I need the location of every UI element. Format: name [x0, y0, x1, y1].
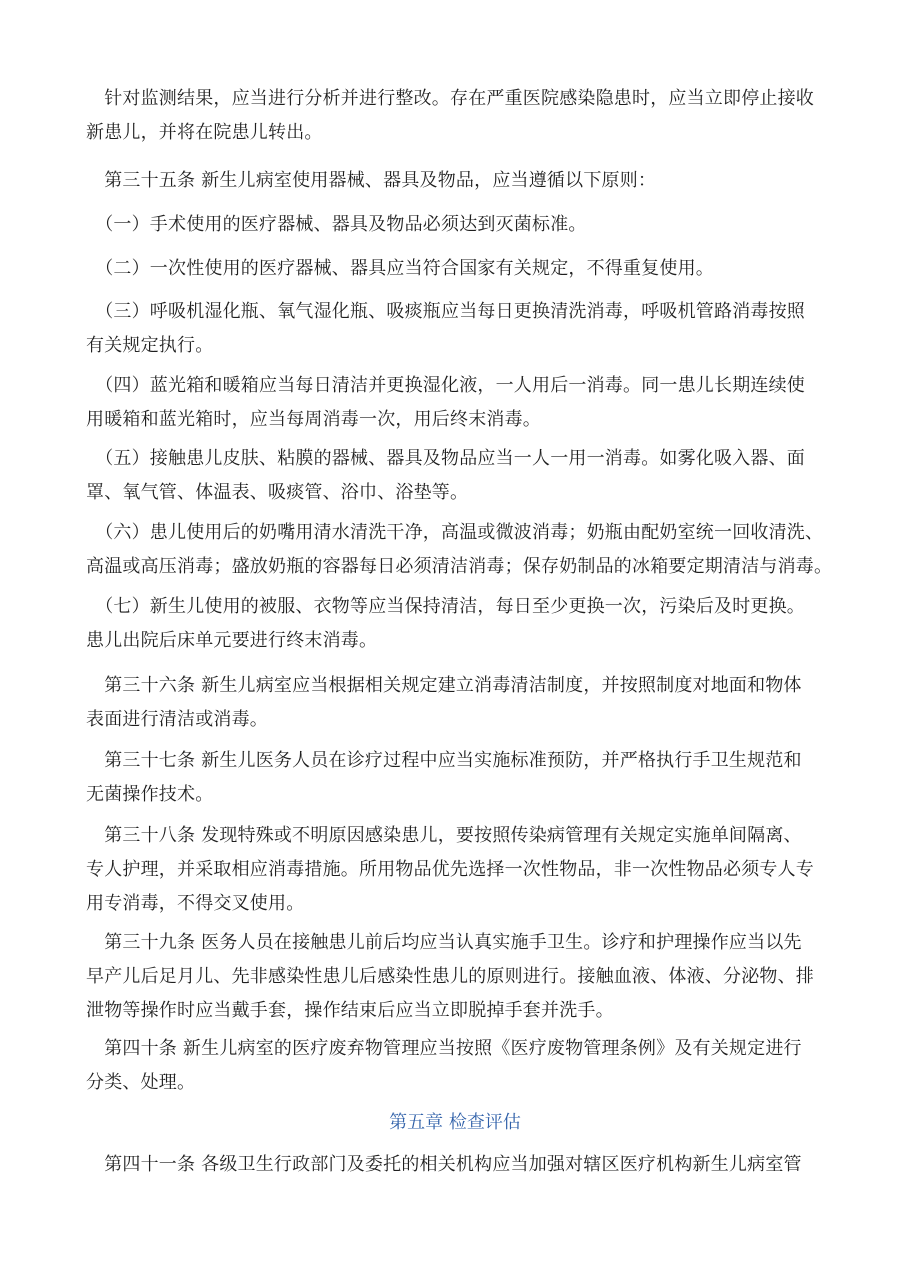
text-line: 专人护理，并采取相应消毒措施。所用物品优先选择一次性物品，非一次性物品必须专人专 [86, 859, 814, 880]
text-line: 针对监测结果，应当进行分析并进行整改。存在严重医院感染隐患时，应当立即停止接收 [86, 88, 814, 109]
paragraph-article-38 [86, 819, 836, 921]
text-line: 新患儿，并将在院患儿转出。 [86, 122, 323, 143]
paragraph-article-37 [86, 744, 836, 812]
chapter-heading: 第五章 检查评估 [389, 1112, 521, 1133]
text-line: 第四十一条 各级卫生行政部门及委托的相关机构应当加强对辖区医疗机构新生儿病室管 [86, 1154, 802, 1175]
paragraph-article-36 [86, 669, 836, 737]
text-line: （二）一次性使用的医疗器械、器具应当符合国家有关规定，不得重复使用。 [86, 258, 714, 279]
text-line: 第三十七条 新生儿医务人员在诊疗过程中应当实施标准预防，并严格执行手卫生规范和 [86, 750, 802, 771]
text-line: 用暖箱和蓝光箱时，应当每周消毒一次，用后终末消毒。 [86, 409, 541, 430]
paragraph-article-40 [86, 1032, 836, 1100]
text-line: （一）手术使用的医疗器械、器具及物品必须达到灭菌标准。 [86, 214, 587, 235]
text-line: （三）呼吸机湿化瓶、氧气湿化瓶、吸痰瓶应当每日更换清洗消毒，呼吸机管路消毒按照 [86, 301, 805, 322]
paragraph-article-41 [86, 1148, 836, 1182]
text-line: （六）患儿使用后的奶嘴用清水清洗干净，高温或微波消毒；奶瓶由配奶室统一回收清洗、 [86, 522, 824, 543]
text-line: （七）新生儿使用的被服、衣物等应当保持清洁，每日至少更换一次，污染后及时更换。 [86, 596, 805, 617]
paragraph-item-3 [86, 295, 836, 363]
text-line: 罩、氧气管、体温表、吸痰管、浴巾、浴垫等。 [86, 482, 469, 503]
text-line: （五）接触患儿皮肤、粘膜的器械、器具及物品应当一人一用一消毒。如雾化吸入器、面 [86, 448, 805, 469]
text-line: 第三十六条 新生儿病室应当根据相关规定建立消毒清洁制度，并按照制度对地面和物体 [86, 675, 802, 696]
text-line: 表面进行清洁或消毒。 [86, 709, 268, 730]
paragraph-item-6 [86, 516, 836, 584]
paragraph-item-7 [86, 590, 836, 658]
paragraph-item-4 [86, 369, 836, 437]
text-line: 患儿出院后床单元要进行终末消毒。 [86, 630, 378, 651]
text-line: 第三十九条 医务人员在接触患儿前后均应当认真实施手卫生。诊疗和护理操作应当以先 [86, 932, 802, 953]
paragraph-item-1 [86, 208, 836, 242]
text-line: 分类、处理。 [86, 1072, 196, 1093]
text-line: 第三十八条 发现特殊或不明原因感染患儿，要按照传染病管理有关规定实施单间隔离、 [86, 825, 802, 846]
text-line: 第四十条 新生儿病室的医疗废弃物管理应当按照《医疗废物管理条例》及有关规定进行 [86, 1038, 802, 1059]
text-line: 有关规定执行。 [86, 335, 214, 356]
text-line: 第三十五条 新生儿病室使用器械、器具及物品，应当遵循以下原则： [86, 170, 657, 191]
text-line: （四）蓝光箱和暖箱应当每日清洁并更换湿化液，一人用后一消毒。同一患儿长期连续使 [86, 375, 805, 396]
paragraph-item-2 [86, 252, 836, 286]
text-line: 用专消毒，不得交叉使用。 [86, 893, 305, 914]
text-line: 无菌操作技术。 [86, 784, 214, 805]
paragraph-article-39 [86, 926, 836, 1028]
paragraph-item-5 [86, 442, 836, 510]
text-line: 泄物等操作时应当戴手套，操作结束后应当立即脱掉手套并洗手。 [86, 1000, 614, 1021]
text-line: 高温或高压消毒；盛放奶瓶的容器每日必须清洁消毒；保存奶制品的冰箱要定期清洁与消毒。 [86, 556, 833, 577]
text-line: 早产儿后足月儿、先非感染性患儿后感染性患儿的原则进行。接触血液、体液、分泌物、排 [86, 966, 814, 987]
paragraph-article-35 [86, 164, 836, 198]
paragraph-monitoring-results [86, 82, 836, 150]
